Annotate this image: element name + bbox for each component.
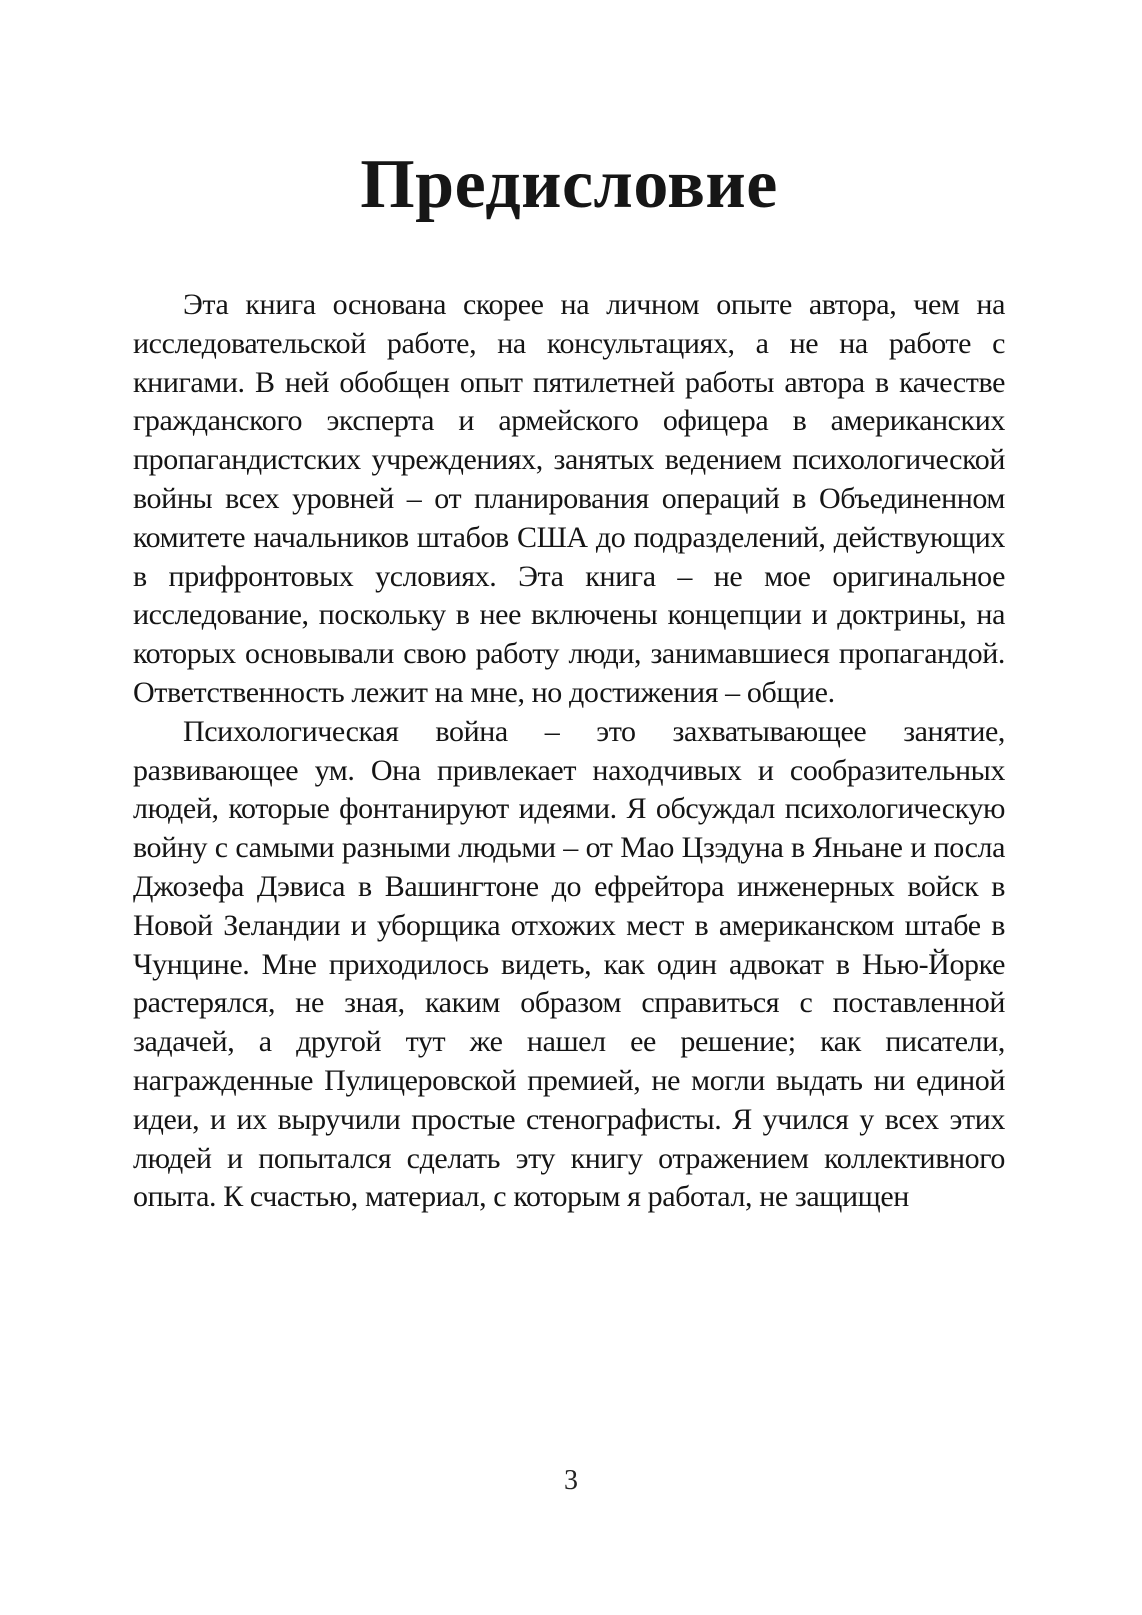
preface-paragraph-1: Эта книга основана скорее на личном опыте автора, чем на исследовательской работе, на консультациях, а не на работе с книгами. В ней обобщен опыт пятилетней работы автора в качестве гражданского эксперта и армейского офицера в американских пропагандистских учреждениях, занятых ведением психологической войны всех уровней – от планирования операций в Объединенном комитете начальников штабов США до подразделений, действующих в прифронтовых условиях. Эта книга – не мое оригинальное исследование, поскольку в нее включены концепции и доктрины, на которых основывали свою работу люди, занимавшиеся пропагандой. Ответственность лежит на мне, но достижения – общие.	[133, 288, 1005, 709]
preface-body	[133, 286, 1005, 1217]
page-number: 3	[564, 1465, 578, 1496]
page-footer	[0, 1465, 1142, 1497]
preface-paragraph-2: Психологическая война – это захватывающее занятие, развивающее ум. Она привлекает находчивых и сообразительных людей, которые фонтанируют идеями. Я обсуждал психологическую войну с самыми разными людьми – от Мао Цзэдуна в Яньане и посла Джозефа Дэвиса в Вашингтоне до ефрейтора инженерных войск в Новой Зеландии и уборщика отхожих мест в американском штабе в Чунцине. Мне приходилось видеть, как один адвокат в Нью-Йорке растерялся, не зная, каким образом справиться с поставленной задачей, а другой тут же нашел ее решение; как писатели, награжденные Пулицеровской премией, не могли выдать ни единой идеи, и их выручили простые стенографисты. Я учился у всех этих людей и попытался сделать эту книгу отражением коллективного опыта. К счастью, материал, с которым я работал, не защищен	[133, 714, 1005, 1214]
page-title: Предисловие	[360, 146, 778, 223]
